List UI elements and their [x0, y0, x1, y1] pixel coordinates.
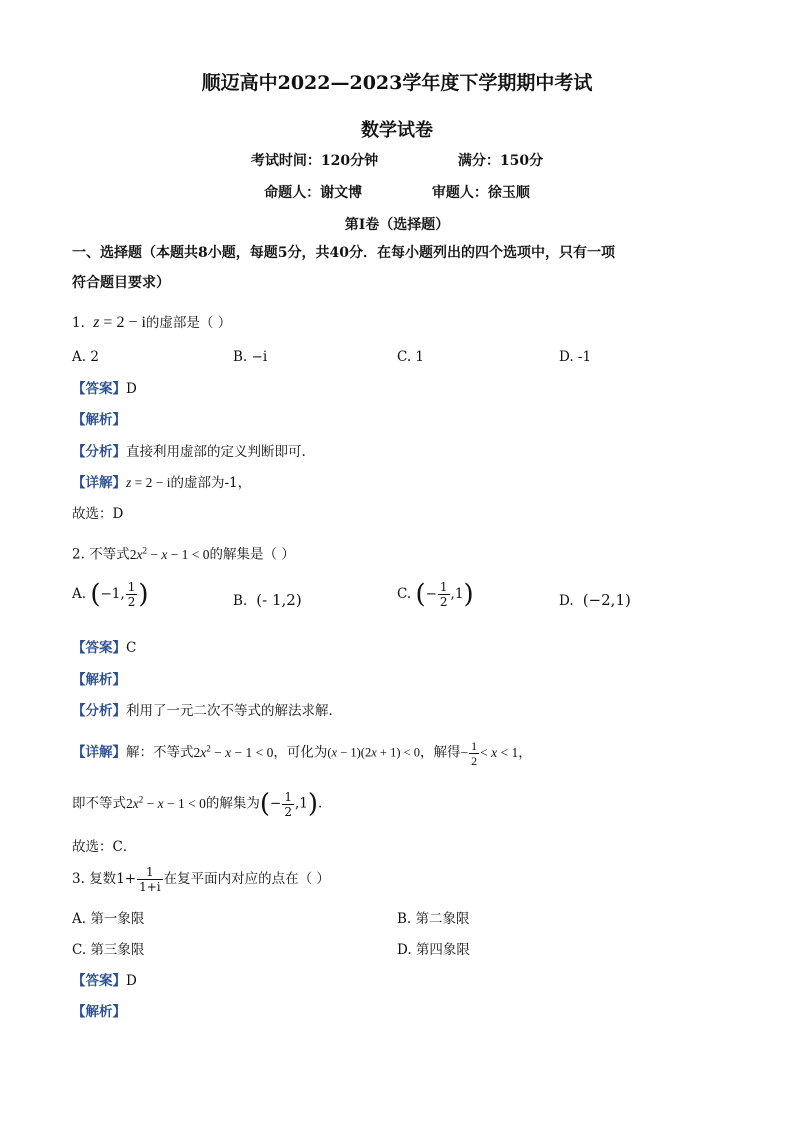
q3-option-c: C. 第三象限: [72, 942, 145, 958]
q2-analysis-tag: [72, 670, 126, 690]
q1-stem: [72, 313, 231, 333]
q3-answer-value: D: [126, 973, 137, 989]
q1-analysis-tag: [72, 410, 126, 430]
q1-option-a: A. 2: [72, 349, 99, 365]
q2-option-d: [559, 590, 631, 611]
q1-answer-value: D: [126, 381, 137, 397]
q2-option-d-letter: D.: [559, 593, 574, 609]
exam-author: 命题人：谢文博: [264, 185, 363, 201]
q3-stem-suffix: 在复平面内对应的点在（ ）: [163, 871, 330, 887]
q2-xiangjie-formula3: − $\frac{1}{2}$ < x < 1，: [460, 738, 532, 768]
q3-formula: 1+ $\frac{1}{1+i}$: [116, 865, 161, 894]
q1-stem-text: 的虚部是（ ）: [145, 315, 232, 331]
q2-answer-tag: 【答案】: [72, 640, 126, 656]
q2-answer: [72, 638, 136, 658]
q2-line2-fraction: $\frac{1}{2}$: [284, 789, 292, 819]
q1-fenxi-tag: 【分析】: [72, 444, 126, 460]
exam-time-score: [0, 150, 794, 170]
q1-analysis-label: 【解析】: [72, 412, 126, 428]
q3-answer-tag: 【答案】: [72, 973, 126, 989]
q2-option-c-value: −: [425, 586, 437, 602]
q3-option-b: B. 第二象限: [397, 911, 470, 927]
q1-answer-tag: 【答案】: [72, 381, 126, 397]
q1-xiangjie-formula: z = 2 − i: [126, 475, 171, 490]
q1-number: 1.: [72, 315, 85, 331]
exam-time: 考试时间：120分钟: [250, 153, 379, 169]
q1-answer: [72, 379, 137, 399]
q2-fenxi: [72, 701, 342, 721]
q2-answer-value: C: [126, 640, 137, 656]
exam-reviewer: 审题人：徐玉顺: [431, 185, 530, 201]
q2-xiangjie-p1: 解：不等式: [126, 744, 194, 761]
q2-option-a-letter: A.: [72, 586, 87, 602]
q3-stem-prefix: 复数: [89, 871, 117, 887]
q3-option-a: A. 第一象限: [72, 911, 145, 927]
q3-analysis-label: 【解析】: [72, 1004, 126, 1020]
q2-option-c-fraction: $\frac{1}{2}$: [439, 580, 448, 609]
q2-conclusion: 故选：C．: [72, 839, 137, 855]
exam-authors: [0, 182, 794, 202]
q3-number: 3.: [72, 871, 85, 887]
q1-option-c: C. 1: [397, 349, 425, 365]
q3-option-d: D. 第四象限: [397, 942, 470, 958]
q1-fenxi: [72, 442, 306, 462]
q1-conclusion: 故选：D: [72, 506, 124, 522]
q2-option-b: [233, 590, 302, 611]
q2-formula: $2x^2 - x - 1 < 0$: [129, 545, 210, 562]
q2-xiangjie-p3: ，解得: [420, 744, 461, 761]
q2-xiangjie-formula2: (x − 1)(2x + 1) < 0: [327, 745, 421, 760]
q2-stem-prefix: 不等式: [89, 546, 130, 563]
volume-label: 第I卷（选择题）: [344, 217, 450, 233]
q2-analysis-label: 【解析】: [72, 672, 126, 688]
exam-score: 满分：150分: [457, 153, 544, 169]
q2-number: 2.: [72, 546, 85, 563]
section-heading-line2: 符合题目要求）: [72, 275, 170, 291]
q1-xiangjie-text: 的虚部为-1，: [170, 475, 252, 491]
q2-stem-suffix: 的解集是（ ）: [209, 546, 295, 563]
q1-option-d: D. -1: [559, 349, 592, 365]
q2-option-b-letter: B.: [233, 593, 248, 609]
q2-option-a-value: −1,: [100, 586, 125, 602]
q2-option-c-letter: C.: [397, 586, 412, 602]
q2-stem: [72, 540, 295, 565]
q1-fenxi-text: 直接利用虚部的定义判断即可.: [126, 444, 306, 460]
q1-formula: z = 2 − i: [89, 314, 146, 331]
q2-option-b-value: (- 1,2): [251, 591, 302, 609]
q2-xiangjie-tag: 【详解】: [72, 744, 126, 761]
q2-xiangjie-p2: ，可化为: [273, 744, 328, 761]
q2-xiangjie-formula1: $2x^2 - x - 1 < 0$: [193, 743, 274, 760]
q3-stem: [72, 862, 330, 896]
exam-subject: 数学试卷: [361, 120, 433, 141]
exam-title: 顺迈高中2022—2023学年度下学期期中考试: [201, 72, 593, 94]
q1-option-b: B. −i: [233, 349, 268, 365]
q2-option-c: C. (− $\frac{1}{2}$ ,1): [397, 579, 474, 610]
q1-xiangjie: [72, 473, 251, 493]
q2-line2-p1: 即不等式: [72, 795, 126, 812]
q2-option-a-fraction: $\frac{1}{2}$: [127, 580, 136, 609]
q2-option-a: A. (−1, $\frac{1}{2}$ ): [72, 579, 149, 610]
q3-answer: [72, 971, 137, 991]
q2-option-d-value: (−2,1): [577, 591, 631, 609]
q2-fenxi-text: 利用了一元二次不等式的解法求解．: [126, 703, 342, 719]
q3-analysis-tag: [72, 1002, 126, 1022]
q2-line2-formula: $2x^2 - x - 1 < 0$: [126, 794, 206, 811]
q1-xiangjie-tag: 【详解】: [72, 475, 126, 491]
q2-line2-p2: 的解集为: [205, 795, 260, 812]
q2-xiangjie: [72, 733, 532, 768]
q2-xiangjie-line2: 即不等式$2x^2 - x - 1 < 0$的解集为(− $\frac{1}{2}$ ,1).: [72, 789, 323, 819]
section-heading-line1: 一、选择题（本题共8小题，每题5分，共40分．在每小题列出的四个选项中，只有一项: [72, 245, 615, 261]
q2-fenxi-tag: 【分析】: [72, 703, 126, 719]
